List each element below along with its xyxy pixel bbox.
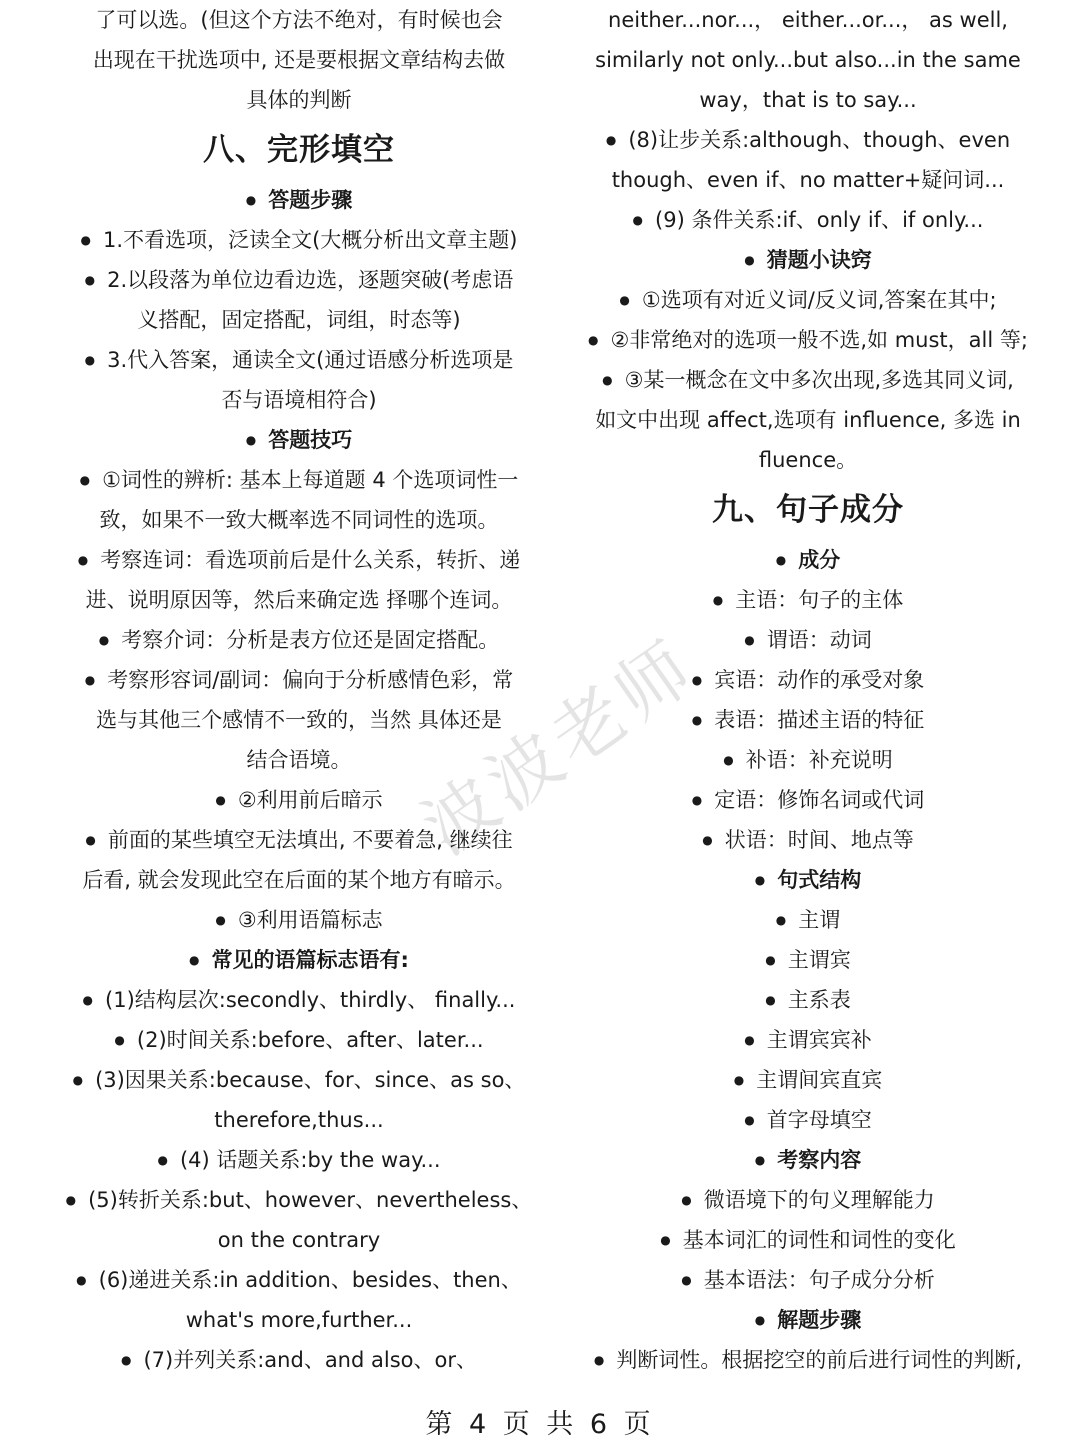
- list-item: ● ③某一概念在文中多次出现,多选其同义词,: [548, 360, 1068, 400]
- subheading-patterns: ● 句式结构: [548, 860, 1068, 900]
- subheading-markers: ● 常见的语篇标志语有:: [40, 940, 558, 980]
- list-item: ● 表语：描述主语的特征: [548, 700, 1068, 740]
- list-item: ● 前面的某些填空无法填出, 不要着急, 继续往: [40, 820, 558, 860]
- section-heading-cloze: 八、完形填空: [203, 132, 395, 168]
- list-item: ● 考察形容词/副词：偏向于分析感情色彩，常: [40, 660, 558, 700]
- list-item: ● 考察连词：看选项前后是什么关系，转折、递: [40, 540, 558, 580]
- subheading-steps: ● 答题步骤: [40, 180, 558, 220]
- list-item-cont: 进、说明原因等，然后来确定选 择哪个连词。: [85, 588, 513, 612]
- subheading-exam: ● 考察内容: [548, 1140, 1068, 1180]
- list-item: ● 主谓宾宾补: [548, 1020, 1068, 1060]
- section-heading-sentence: 九、句子成分: [712, 492, 904, 528]
- list-item-cont: though、even if、no matter+疑问词...: [611, 168, 1005, 192]
- list-item: ● ③利用语篇标志: [40, 900, 558, 940]
- subheading-tips: ● 答题技巧: [40, 420, 558, 460]
- watermark: 波波老师: [407, 623, 712, 871]
- list-item: ● 补语：补充说明: [548, 740, 1068, 780]
- list-item: ● 首字母填空: [548, 1100, 1068, 1140]
- list-item: ● 宾语：动作的承受对象: [548, 660, 1068, 700]
- left-column: [40, 0, 558, 1380]
- list-item: ● 2.以段落为单位边看边选，逐题突破(考虑语: [40, 260, 558, 300]
- list-item: ● 主谓: [548, 900, 1068, 940]
- list-item: ● 状语：时间、地点等: [548, 820, 1068, 860]
- list-item-cont: 致，如果不一致大概率选不同词性的选项。: [99, 508, 499, 532]
- list-item: ● ②非常绝对的选项一般不选,如 must，all 等;: [548, 320, 1068, 360]
- list-item-cont: what's more,further...: [185, 1308, 413, 1332]
- list-item: ● ①词性的辨析: 基本上每道题 4 个选项词性一: [40, 460, 558, 500]
- list-item: ● 基本词汇的词性和词性的变化: [548, 1220, 1068, 1260]
- list-item: ● ①选项有对近义词/反义词,答案在其中;: [548, 280, 1068, 320]
- list-item: ● 1.不看选项，泛读全文(大概分析出文章主题): [40, 220, 558, 260]
- list-item: ● 主语：句子的主体: [548, 580, 1068, 620]
- list-item: ● (3)因果关系:because、for、since、as so、: [40, 1060, 558, 1100]
- list-item-cont: on the contrary: [217, 1228, 381, 1252]
- list-item: ● 3.代入答案，通读全文(通过语感分析选项是: [40, 340, 558, 380]
- list-item: ● (7)并列关系:and、and also、or、: [40, 1340, 558, 1380]
- list-item: ● (8)让步关系:although、though、even: [548, 120, 1068, 160]
- subheading-guess: ● 猜题小诀窍: [548, 240, 1068, 280]
- list-item-cont: 如文中出现 affect,选项有 influence, 多选 in: [595, 408, 1021, 432]
- list-item: ● (4) 话题关系:by the way...: [40, 1140, 558, 1180]
- list-item-cont: 否与语境相符合): [221, 388, 377, 412]
- list-item-cont: 后看, 就会发现此空在后面的某个地方有暗示。: [82, 868, 516, 892]
- text-line: 了可以选。(但这个方法不绝对，有时候也会: [95, 8, 503, 32]
- list-item-cont: 选与其他三个感情不一致的，当然 具体还是: [96, 708, 502, 732]
- subheading-solve: ● 解题步骤: [548, 1300, 1068, 1340]
- list-item-cont: 义搭配，固定搭配，词组，时态等): [137, 308, 461, 332]
- text-line: way，that is to say...: [699, 88, 917, 112]
- list-item-cont: fluence。: [758, 448, 858, 472]
- list-item: ● 基本语法：句子成分分析: [548, 1260, 1068, 1300]
- list-item: ● (2)时间关系:before、after、later...: [40, 1020, 558, 1060]
- list-item: ● 谓语：动词: [548, 620, 1068, 660]
- list-item: ● ②利用前后暗示: [40, 780, 558, 820]
- list-item: ● 定语：修饰名词或代词: [548, 780, 1068, 820]
- list-item-cont: therefore,thus...: [214, 1108, 384, 1132]
- list-item: ● (1)结构层次:secondly、thirdly、 finally...: [40, 980, 558, 1020]
- text-line: neither...nor...， either...or...， as well,: [608, 8, 1008, 32]
- list-item: ● (9) 条件关系:if、only if、if only...: [548, 200, 1068, 240]
- list-item: ● (5)转折关系:but、however、nevertheless、: [40, 1180, 558, 1220]
- list-item: ● (6)递进关系:in addition、besides、then、: [40, 1260, 558, 1300]
- list-item-cont: 结合语境。: [246, 748, 352, 772]
- list-item: ● 主谓宾: [548, 940, 1068, 980]
- list-item: ● 主系表: [548, 980, 1068, 1020]
- text-line: similarly not only...but also...in the same: [595, 48, 1021, 72]
- text-line: 出现在干扰选项中, 还是要根据文章结构去做: [92, 48, 506, 72]
- list-item: ● 考察介词：分析是表方位还是固定搭配。: [40, 620, 558, 660]
- subheading-components: ● 成分: [548, 540, 1068, 580]
- list-item: ● 判断词性。根据挖空的前后进行词性的判断,: [548, 1340, 1068, 1380]
- list-item: ● 微语境下的句义理解能力: [548, 1180, 1068, 1220]
- page-footer: 第 4 页 共 6 页: [425, 1409, 655, 1440]
- text-line: 具体的判断: [246, 88, 352, 112]
- list-item: ● 主谓间宾直宾: [548, 1060, 1068, 1100]
